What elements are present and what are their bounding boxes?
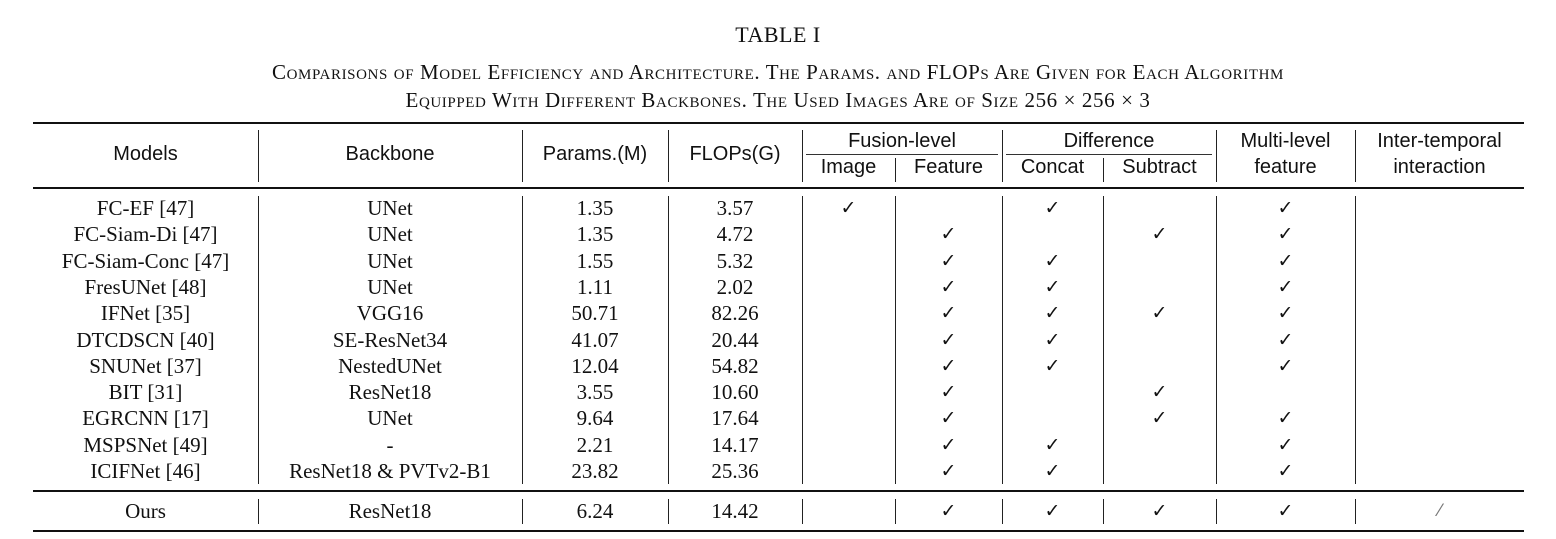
header-concat: Concat xyxy=(1020,156,1085,178)
backbone-name: SE-ResNet34 xyxy=(332,328,448,352)
backbone-name: VGG16 xyxy=(356,301,424,325)
params-value: 1.35 xyxy=(576,222,614,246)
flops-value: 17.64 xyxy=(711,406,759,430)
flops-value-ours: 14.42 xyxy=(711,499,759,523)
check-mark-multi: ✓ xyxy=(1277,434,1294,456)
check-mark-multi: ✓ xyxy=(1277,302,1294,324)
check-mark-concat: ✓ xyxy=(1044,329,1061,351)
header-flops: FLOPs(G) xyxy=(689,143,781,165)
flops-value: 25.36 xyxy=(711,459,759,483)
flops-value: 20.44 xyxy=(711,328,759,352)
flops-value: 10.60 xyxy=(711,380,759,404)
column-separator xyxy=(802,196,803,484)
check-mark-feature: ✓ xyxy=(940,500,957,522)
check-mark-multi: ✓ xyxy=(1277,197,1294,219)
model-name-ours: Ours xyxy=(125,499,166,523)
backbone-name: ResNet18 xyxy=(348,380,432,404)
model-name: FresUNet [48] xyxy=(84,275,207,299)
header-bottom-rule xyxy=(33,187,1524,189)
params-value: 50.71 xyxy=(571,301,619,325)
column-separator xyxy=(802,499,803,524)
backbone-name: UNet xyxy=(367,222,413,246)
check-mark-feature: ✓ xyxy=(940,250,957,272)
check-mark-feature: ✓ xyxy=(940,329,957,351)
check-mark-concat: ✓ xyxy=(1044,250,1061,272)
params-value: 1.11 xyxy=(577,275,613,299)
check-mark-multi: ✓ xyxy=(1277,329,1294,351)
params-value: 1.35 xyxy=(576,196,614,220)
model-name: IFNet [35] xyxy=(100,301,191,325)
check-mark-multi: ✓ xyxy=(1277,250,1294,272)
backbone-name: UNet xyxy=(367,275,413,299)
check-mark-feature: ✓ xyxy=(940,434,957,456)
check-mark-feature: ✓ xyxy=(940,276,957,298)
check-mark-subtract: ✓ xyxy=(1151,381,1168,403)
check-mark-subtract: ✓ xyxy=(1151,407,1168,429)
model-name: MSPSNet [49] xyxy=(83,433,208,457)
header-subtract: Subtract xyxy=(1122,156,1197,178)
header-multi-level-feature: feature xyxy=(1254,156,1317,178)
check-mark-multi: ✓ xyxy=(1277,355,1294,377)
model-name: SNUNet [37] xyxy=(89,354,202,378)
backbone-name: UNet xyxy=(367,249,413,273)
column-separator xyxy=(1355,196,1356,484)
check-mark-multi: ✓ xyxy=(1277,460,1294,482)
check-mark-concat: ✓ xyxy=(1044,500,1061,522)
header-feature: Feature xyxy=(914,156,983,178)
model-name: EGRCNN [17] xyxy=(82,406,209,430)
backbone-name-ours: ResNet18 xyxy=(348,499,432,523)
caption-line-1: Comparisons of Model Efficiency and Architecture. The Params. and FLOPs Are Given for Each Algorithm xyxy=(271,60,1284,84)
header-models: Models xyxy=(113,143,178,165)
model-name: FC-Siam-Di [47] xyxy=(73,222,218,246)
params-value: 41.07 xyxy=(571,328,619,352)
flops-value: 2.02 xyxy=(716,275,754,299)
params-value: 23.82 xyxy=(571,459,619,483)
backbone-name: ResNet18 & PVTv2-B1 xyxy=(289,459,491,483)
header-backbone: Backbone xyxy=(345,143,435,165)
header-difference: Difference xyxy=(1063,130,1155,152)
params-value-ours: 6.24 xyxy=(576,499,614,523)
table-label: TABLE I xyxy=(735,22,821,47)
model-name: DTCDSCN [40] xyxy=(76,328,215,352)
check-mark-subtract: ✓ xyxy=(1151,223,1168,245)
table-top-rule xyxy=(33,122,1524,124)
model-name: FC-EF [47] xyxy=(96,196,195,220)
header-inter-temporal-interaction: interaction xyxy=(1393,156,1486,178)
check-mark-concat: ✓ xyxy=(1044,460,1061,482)
check-mark-feature: ✓ xyxy=(940,223,957,245)
check-mark-image: ✓ xyxy=(840,197,857,219)
flops-value: 82.26 xyxy=(711,301,759,325)
header-params: Params.(M) xyxy=(542,143,648,165)
flops-value: 4.72 xyxy=(716,222,754,246)
check-mark-concat: ✓ xyxy=(1044,434,1061,456)
check-mark-subtract: ✓ xyxy=(1151,302,1168,324)
backbone-name: NestedUNet xyxy=(338,354,442,378)
check-mark-multi: ✓ xyxy=(1277,500,1294,522)
check-mark-feature: ✓ xyxy=(940,302,957,324)
faint-check-mark-inter: ⁄ xyxy=(1438,501,1441,521)
check-mark-feature: ✓ xyxy=(940,355,957,377)
check-mark-feature: ✓ xyxy=(940,381,957,403)
check-mark-concat: ✓ xyxy=(1044,355,1061,377)
params-value: 2.21 xyxy=(576,433,614,457)
check-mark-multi: ✓ xyxy=(1277,276,1294,298)
table-bottom-rule xyxy=(33,530,1524,532)
params-value: 12.04 xyxy=(571,354,619,378)
ours-separator-rule xyxy=(33,490,1524,492)
flops-value: 3.57 xyxy=(716,196,754,220)
model-name: BIT [31] xyxy=(108,380,183,404)
check-mark-concat: ✓ xyxy=(1044,302,1061,324)
backbone-name: - xyxy=(386,433,394,457)
model-name: ICIFNet [46] xyxy=(90,459,201,483)
params-value: 9.64 xyxy=(576,406,614,430)
params-value: 1.55 xyxy=(576,249,614,273)
flops-value: 5.32 xyxy=(716,249,754,273)
flops-value: 54.82 xyxy=(711,354,759,378)
flops-value: 14.17 xyxy=(711,433,759,457)
check-mark-multi: ✓ xyxy=(1277,223,1294,245)
check-mark-multi: ✓ xyxy=(1277,407,1294,429)
check-mark-concat: ✓ xyxy=(1044,276,1061,298)
caption-line-2: Equipped With Different Backbones. The Used Images Are of Size 256 × 256 × 3 xyxy=(405,88,1151,112)
check-mark-feature: ✓ xyxy=(940,460,957,482)
backbone-name: UNet xyxy=(367,406,413,430)
backbone-name: UNet xyxy=(367,196,413,220)
header-fusion-level: Fusion-level xyxy=(848,130,956,152)
check-mark-feature: ✓ xyxy=(940,407,957,429)
model-name: FC-Siam-Conc [47] xyxy=(61,249,230,273)
header-image: Image xyxy=(820,156,877,178)
check-mark-subtract: ✓ xyxy=(1151,500,1168,522)
header-inter-temporal: Inter-temporal xyxy=(1377,130,1502,152)
check-mark-concat: ✓ xyxy=(1044,197,1061,219)
params-value: 3.55 xyxy=(576,380,614,404)
header-multi-level: Multi-level xyxy=(1240,130,1331,152)
